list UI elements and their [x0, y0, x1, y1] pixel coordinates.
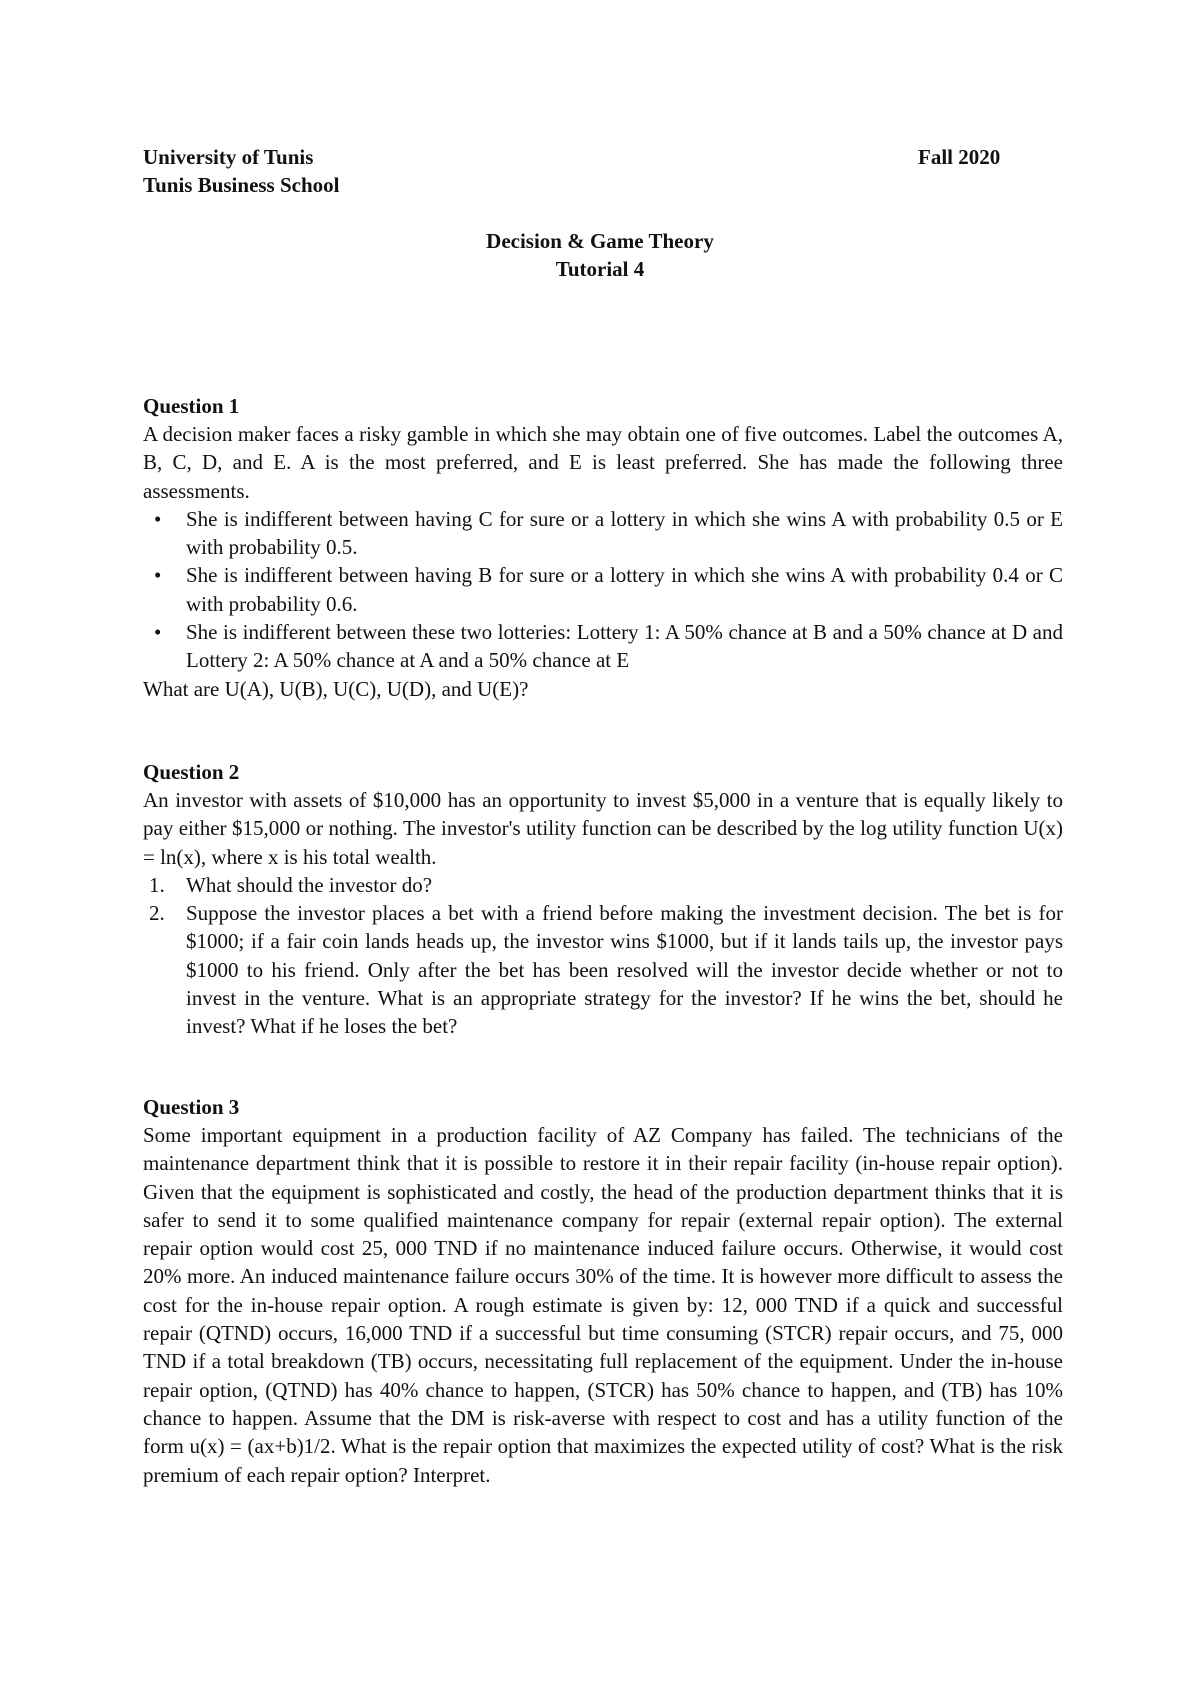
assessment-item	[143, 505, 1063, 562]
subquestion-item	[143, 871, 1063, 899]
tutorial-title: Tutorial 4	[555, 257, 645, 281]
question-2	[143, 758, 1063, 1041]
bullet-icon: •	[154, 620, 162, 645]
course-title: Decision & Game Theory	[486, 229, 714, 253]
assessment-item	[143, 618, 1063, 675]
subquestion-text: Suppose the investor places a bet with a friend before making the investment decision. The bet is for $1000; if a fair coin lands heads up, the investor wins $1000, but if it lands tails up, the investor pays $1000 to his friend. Only after the bet has been resolved will the investor decide whether or not to invest in the venture. What is an appropriate strategy for the investor? If he wins the bet, should he invest? What if he loses the bet?	[186, 901, 1063, 1039]
assessment-text: She is indifferent between these two lotteries: Lottery 1: A 50% chance at B and a 50% chance at D and Lottery 2: A 50% chance at A and a 50% chance at E	[186, 620, 1063, 673]
question-2-heading: Question 2	[143, 760, 240, 784]
question-2-intro: An investor with assets of $10,000 has an opportunity to invest $5,000 in a venture that is equally likely to pay either $15,000 or nothing. The investor's utility function can be described by the log utility function U(x) = ln(x), where x is his total wealth.	[143, 788, 1063, 869]
institution-block	[143, 143, 340, 199]
bullet-icon: •	[154, 563, 162, 588]
course-title-block	[0, 227, 1200, 283]
school-name: Tunis Business School	[143, 173, 340, 197]
assessment-item	[143, 561, 1063, 618]
assessment-text: She is indifferent between having B for sure or a lottery in which she wins A with probability 0.4 or C with probability 0.6.	[186, 563, 1063, 616]
question-1-intro: A decision maker faces a risky gamble in which she may obtain one of five outcomes. Label the outcomes A, B, C, D, and E. A is the most preferred, and E is least preferred. She has made the following three assessments.	[143, 422, 1063, 503]
university-name: University of Tunis	[143, 145, 314, 169]
question-1-heading: Question 1	[143, 394, 240, 418]
subquestion-item	[143, 899, 1063, 1040]
question-1	[143, 392, 1063, 703]
question-1-ask: What are U(A), U(B), U(C), U(D), and U(E)?	[143, 676, 529, 701]
question-3-body: Some important equipment in a production facility of AZ Company has failed. The technicians of the maintenance department think that it is possible to restore it in their repair facility (in-house repair option). Given that the equipment is sophisticated and costly, the head of the production department thinks that it is safer to send it to some qualified maintenance company for repair (external repair option). The external repair option would cost 25, 000 TND if no maintenance induced failure occurs. Otherwise, it would cost 20% more. An induced maintenance failure occurs 30% of the time. It is however more difficult to assess the cost for the in-house repair option. A rough estimate is given by: 12, 000 TND if a quick and successful repair (QTND) occurs, 16,000 TND if a successful but time consuming (STCR) repair occurs, and 75, 000 TND if a total breakdown (TB) occurs, necessitating full replacement of the equipment. Under the in-house repair option, (QTND) has 40% chance to happen, (STCR) has 50% chance to happen, and (TB) has 10% chance to happen. Assume that the DM is risk-averse with respect to cost and has a utility function of the form u(x) = (ax+b)1/2. What is the repair option that maximizes the expected utility of cost? What is the risk premium of each repair option? Interpret.	[143, 1123, 1063, 1487]
question-3	[143, 1093, 1063, 1489]
question-1-assessments	[143, 505, 1063, 675]
assessment-text: She is indifferent between having C for sure or a lottery in which she wins A with probability 0.5 or E with probability 0.5.	[186, 506, 1063, 560]
subquestion-number: 2.	[149, 901, 165, 926]
question-3-heading: Question 3	[143, 1095, 240, 1119]
question-2-subquestions	[143, 871, 1063, 1041]
subquestion-text: What should the investor do?	[186, 872, 433, 897]
bullet-icon: •	[154, 506, 162, 531]
term-label: Fall 2020	[918, 145, 1001, 169]
subquestion-number: 1.	[149, 872, 165, 897]
